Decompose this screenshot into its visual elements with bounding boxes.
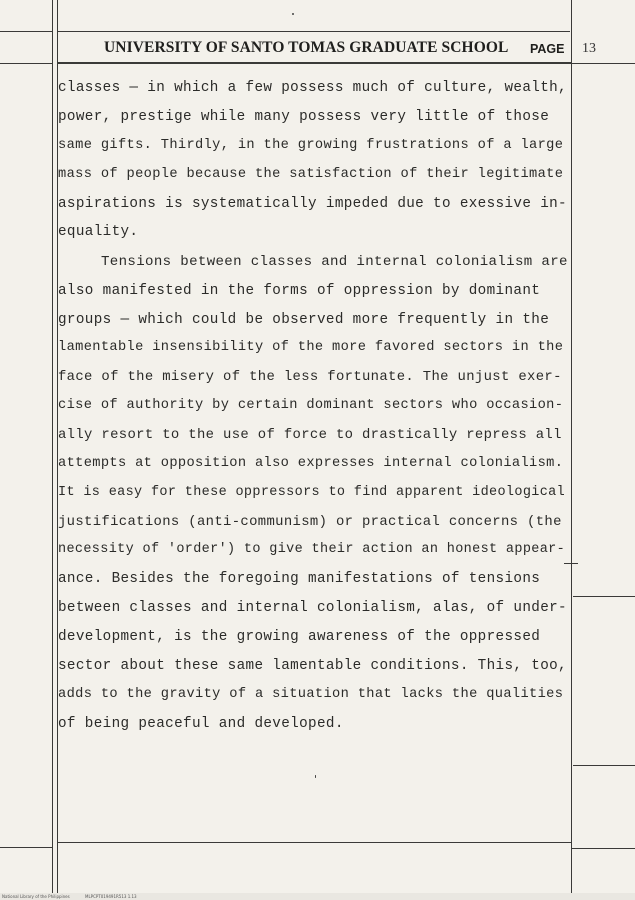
text-line: mass of people because the satisfaction of their legitimate bbox=[58, 167, 564, 182]
text-line: power, prestige while many possess very little of those bbox=[58, 109, 550, 125]
side-rule bbox=[573, 765, 635, 766]
right-margin-rule bbox=[571, 0, 572, 893]
text-line: It is easy for these oppressors to find apparent ideological bbox=[58, 485, 566, 500]
text-line: attempts at opposition also expresses internal colonialism. bbox=[58, 456, 564, 471]
header-rule-right bbox=[572, 63, 635, 64]
top-rule bbox=[58, 31, 570, 32]
text-line: cise of authority by certain dominant sectors who occasion- bbox=[58, 398, 564, 413]
footer-code: MLPCPT019491R513 1.13 bbox=[85, 894, 137, 899]
right-tick bbox=[564, 563, 578, 564]
text-line: necessity of 'order') to give their action an honest appear- bbox=[58, 542, 566, 557]
text-line: of being peaceful and developed. bbox=[58, 716, 344, 732]
text-line: between classes and internal colonialism, alas, of under- bbox=[58, 600, 567, 616]
footer-attribution bbox=[2, 894, 151, 899]
page-header-title: UNIVERSITY OF SANTO TOMAS GRADUATE SCHOOL bbox=[104, 39, 509, 56]
bottom-rule-right bbox=[572, 848, 635, 849]
footer-library: National Library of the Philippines bbox=[2, 894, 70, 899]
text-line: Tensions between classes and internal colonialism are bbox=[101, 254, 568, 270]
paper-speck bbox=[292, 13, 294, 15]
bottom-rule-left bbox=[0, 847, 52, 848]
text-line: justifications (anti-communism) or practical concerns (the bbox=[58, 514, 562, 530]
text-line: adds to the gravity of a situation that lacks the qualities bbox=[58, 687, 564, 702]
page-number: 13 bbox=[582, 41, 596, 56]
text-line: same gifts. Thirdly, in the growing frustrations of a large bbox=[58, 138, 564, 153]
text-line: ance. Besides the foregoing manifestations of tensions bbox=[58, 571, 541, 587]
left-margin-rule bbox=[52, 0, 53, 893]
text-line: also manifested in the forms of oppression by dominant bbox=[58, 283, 541, 299]
header-rule-left bbox=[0, 63, 52, 64]
bottom-rule bbox=[58, 842, 572, 843]
text-line: ally resort to the use of force to drastically repress all bbox=[58, 427, 562, 443]
text-line: sector about these same lamentable conditions. This, too, bbox=[58, 658, 567, 674]
text-line: equality. bbox=[58, 224, 139, 240]
header-rule bbox=[58, 62, 572, 64]
text-line: aspirations is systematically impeded due to exessive in- bbox=[58, 196, 567, 212]
left-margin-rule-inner bbox=[57, 0, 58, 893]
page-label: PAGE bbox=[530, 42, 565, 56]
top-rule bbox=[0, 31, 52, 32]
side-rule bbox=[573, 596, 635, 597]
paper-speck bbox=[315, 775, 316, 778]
text-line: classes — in which a few possess much of culture, wealth, bbox=[58, 80, 567, 96]
text-line: groups — which could be observed more frequently in the bbox=[58, 312, 550, 328]
text-line: development, is the growing awareness of the oppressed bbox=[58, 629, 541, 645]
text-line: lamentable insensibility of the more favored sectors in the bbox=[58, 340, 564, 355]
text-line: face of the misery of the less fortunate. The unjust exer- bbox=[58, 369, 562, 385]
